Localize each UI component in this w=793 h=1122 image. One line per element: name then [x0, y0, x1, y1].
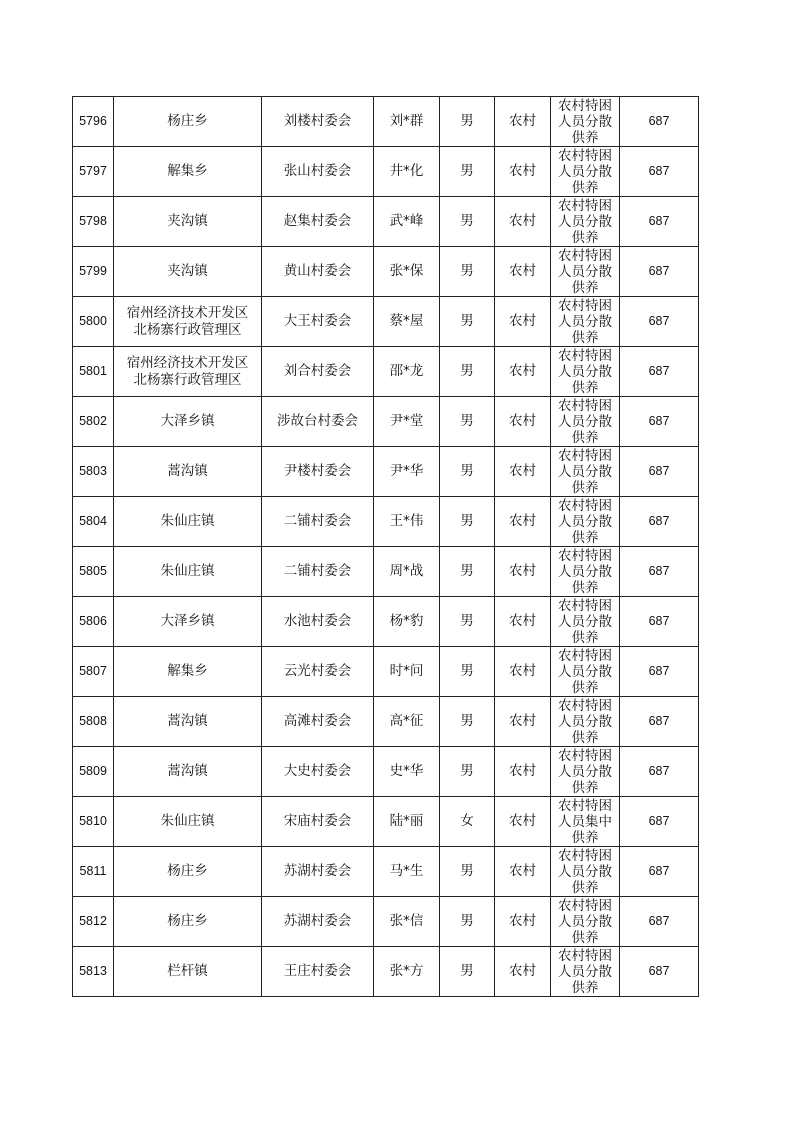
residence-type-cell: 农村	[495, 547, 551, 597]
town-cell: 大泽乡镇	[114, 397, 262, 447]
village-committee-cell: 涉故台村委会	[262, 397, 374, 447]
town-cell: 蒿沟镇	[114, 697, 262, 747]
residence-type-cell: 农村	[495, 147, 551, 197]
amount-cell: 687	[620, 97, 699, 147]
row-number-cell: 5811	[73, 847, 114, 897]
support-type-text: 农村特困人员分散供养	[558, 248, 612, 296]
row-number-cell: 5810	[73, 797, 114, 847]
support-type-cell	[551, 697, 620, 747]
table-row	[73, 547, 699, 597]
village-committee-cell: 刘合村委会	[262, 347, 374, 397]
support-type-text: 农村特困人员分散供养	[558, 198, 612, 246]
table-row	[73, 297, 699, 347]
village-committee-cell: 苏湖村委会	[262, 847, 374, 897]
gender-cell: 男	[440, 697, 495, 747]
person-name-cell: 张*信	[374, 897, 440, 947]
row-number-cell: 5802	[73, 397, 114, 447]
support-type-cell	[551, 547, 620, 597]
table-row	[73, 497, 699, 547]
town-line: 宿州经济技术开发区	[126, 304, 249, 321]
gender-cell: 男	[440, 297, 495, 347]
village-committee-cell: 苏湖村委会	[262, 897, 374, 947]
residence-type-cell: 农村	[495, 197, 551, 247]
gender-cell: 男	[440, 147, 495, 197]
support-type-cell	[551, 947, 620, 997]
residence-type-cell: 农村	[495, 447, 551, 497]
amount-cell: 687	[620, 547, 699, 597]
village-committee-cell: 黄山村委会	[262, 247, 374, 297]
village-committee-cell: 大王村委会	[262, 297, 374, 347]
row-number-cell: 5808	[73, 697, 114, 747]
table-row	[73, 147, 699, 197]
support-type-text: 农村特困人员分散供养	[558, 848, 612, 896]
gender-cell: 男	[440, 197, 495, 247]
residence-type-cell: 农村	[495, 697, 551, 747]
support-type-text: 农村特困人员分散供养	[558, 548, 612, 596]
table-row	[73, 647, 699, 697]
residence-type-cell: 农村	[495, 797, 551, 847]
amount-cell: 687	[620, 447, 699, 497]
amount-cell: 687	[620, 247, 699, 297]
support-type-cell	[551, 97, 620, 147]
amount-cell: 687	[620, 297, 699, 347]
table-row	[73, 197, 699, 247]
town-cell	[114, 297, 262, 347]
residence-type-cell: 农村	[495, 297, 551, 347]
gender-cell: 男	[440, 847, 495, 897]
gender-cell: 男	[440, 747, 495, 797]
relief-roster-table	[72, 96, 699, 997]
support-type-cell	[551, 247, 620, 297]
row-number-cell: 5801	[73, 347, 114, 397]
gender-cell: 男	[440, 97, 495, 147]
amount-cell: 687	[620, 897, 699, 947]
support-type-text: 农村特困人员分散供养	[558, 148, 612, 196]
town-cell: 杨庄乡	[114, 97, 262, 147]
person-name-cell: 陆*丽	[374, 797, 440, 847]
row-number-cell: 5813	[73, 947, 114, 997]
village-committee-cell: 尹楼村委会	[262, 447, 374, 497]
person-name-cell: 张*保	[374, 247, 440, 297]
person-name-cell: 史*华	[374, 747, 440, 797]
row-number-cell: 5809	[73, 747, 114, 797]
amount-cell: 687	[620, 347, 699, 397]
support-type-cell	[551, 597, 620, 647]
table-row	[73, 97, 699, 147]
amount-cell: 687	[620, 497, 699, 547]
person-name-cell: 蔡*屋	[374, 297, 440, 347]
table-row	[73, 897, 699, 947]
support-type-cell	[551, 147, 620, 197]
table-row	[73, 397, 699, 447]
gender-cell: 男	[440, 447, 495, 497]
support-type-cell	[551, 897, 620, 947]
table-row	[73, 347, 699, 397]
person-name-cell: 井*化	[374, 147, 440, 197]
residence-type-cell: 农村	[495, 397, 551, 447]
support-type-text: 农村特困人员分散供养	[558, 98, 612, 146]
table-row	[73, 447, 699, 497]
village-committee-cell: 二铺村委会	[262, 497, 374, 547]
gender-cell: 男	[440, 347, 495, 397]
residence-type-cell: 农村	[495, 97, 551, 147]
support-type-cell	[551, 347, 620, 397]
residence-type-cell: 农村	[495, 847, 551, 897]
support-type-cell	[551, 647, 620, 697]
town-cell: 解集乡	[114, 147, 262, 197]
support-type-text: 农村特困人员分散供养	[558, 898, 612, 946]
amount-cell: 687	[620, 147, 699, 197]
person-name-cell: 邵*龙	[374, 347, 440, 397]
table-row	[73, 697, 699, 747]
residence-type-cell: 农村	[495, 497, 551, 547]
village-committee-cell: 高滩村委会	[262, 697, 374, 747]
row-number-cell: 5812	[73, 897, 114, 947]
person-name-cell: 杨*豹	[374, 597, 440, 647]
table-body	[73, 97, 699, 997]
table-row	[73, 597, 699, 647]
support-type-text: 农村特困人员分散供养	[558, 598, 612, 646]
support-type-text: 农村特困人员集中供养	[558, 798, 612, 846]
amount-cell: 687	[620, 597, 699, 647]
support-type-cell	[551, 497, 620, 547]
village-committee-cell: 二铺村委会	[262, 547, 374, 597]
village-committee-cell: 宋庙村委会	[262, 797, 374, 847]
table-row	[73, 747, 699, 797]
gender-cell: 男	[440, 947, 495, 997]
row-number-cell: 5797	[73, 147, 114, 197]
amount-cell: 687	[620, 847, 699, 897]
amount-cell: 687	[620, 647, 699, 697]
table-row	[73, 247, 699, 297]
table-row	[73, 847, 699, 897]
person-name-cell: 时*问	[374, 647, 440, 697]
town-cell: 栏杆镇	[114, 947, 262, 997]
gender-cell: 男	[440, 897, 495, 947]
town-cell: 夹沟镇	[114, 197, 262, 247]
town-cell: 杨庄乡	[114, 897, 262, 947]
village-committee-cell: 张山村委会	[262, 147, 374, 197]
row-number-cell: 5805	[73, 547, 114, 597]
residence-type-cell: 农村	[495, 597, 551, 647]
gender-cell: 男	[440, 597, 495, 647]
residence-type-cell: 农村	[495, 647, 551, 697]
support-type-cell	[551, 847, 620, 897]
town-cell	[114, 347, 262, 397]
amount-cell: 687	[620, 947, 699, 997]
town-cell: 朱仙庄镇	[114, 797, 262, 847]
town-cell: 朱仙庄镇	[114, 497, 262, 547]
support-type-cell	[551, 447, 620, 497]
support-type-text: 农村特困人员分散供养	[558, 698, 612, 746]
town-line: 北杨寨行政管理区	[133, 371, 242, 388]
person-name-cell: 刘*群	[374, 97, 440, 147]
gender-cell: 男	[440, 647, 495, 697]
support-type-cell	[551, 797, 620, 847]
person-name-cell: 尹*华	[374, 447, 440, 497]
town-cell: 杨庄乡	[114, 847, 262, 897]
residence-type-cell: 农村	[495, 247, 551, 297]
amount-cell: 687	[620, 747, 699, 797]
person-name-cell: 尹*堂	[374, 397, 440, 447]
support-type-text: 农村特困人员分散供养	[558, 748, 612, 796]
village-committee-cell: 刘楼村委会	[262, 97, 374, 147]
row-number-cell: 5806	[73, 597, 114, 647]
row-number-cell: 5807	[73, 647, 114, 697]
row-number-cell: 5799	[73, 247, 114, 297]
town-cell: 朱仙庄镇	[114, 547, 262, 597]
support-type-text: 农村特困人员分散供养	[558, 448, 612, 496]
residence-type-cell: 农村	[495, 747, 551, 797]
gender-cell: 男	[440, 247, 495, 297]
support-type-cell	[551, 197, 620, 247]
row-number-cell: 5804	[73, 497, 114, 547]
town-cell: 解集乡	[114, 647, 262, 697]
support-type-cell	[551, 397, 620, 447]
village-committee-cell: 赵集村委会	[262, 197, 374, 247]
support-type-text: 农村特困人员分散供养	[558, 398, 612, 446]
person-name-cell: 张*方	[374, 947, 440, 997]
support-type-text: 农村特困人员分散供养	[558, 648, 612, 696]
table-row	[73, 947, 699, 997]
gender-cell: 男	[440, 547, 495, 597]
row-number-cell: 5798	[73, 197, 114, 247]
support-type-cell	[551, 747, 620, 797]
person-name-cell: 武*峰	[374, 197, 440, 247]
amount-cell: 687	[620, 397, 699, 447]
support-type-cell	[551, 297, 620, 347]
person-name-cell: 马*生	[374, 847, 440, 897]
village-committee-cell: 水池村委会	[262, 597, 374, 647]
gender-cell: 男	[440, 497, 495, 547]
person-name-cell: 王*伟	[374, 497, 440, 547]
person-name-cell: 周*战	[374, 547, 440, 597]
residence-type-cell: 农村	[495, 947, 551, 997]
row-number-cell: 5800	[73, 297, 114, 347]
table-row	[73, 797, 699, 847]
village-committee-cell: 云光村委会	[262, 647, 374, 697]
support-type-text: 农村特困人员分散供养	[558, 498, 612, 546]
gender-cell: 男	[440, 397, 495, 447]
residence-type-cell: 农村	[495, 897, 551, 947]
town-cell: 夹沟镇	[114, 247, 262, 297]
gender-cell: 女	[440, 797, 495, 847]
support-type-text: 农村特困人员分散供养	[558, 948, 612, 996]
town-line: 北杨寨行政管理区	[133, 321, 242, 338]
town-cell: 蒿沟镇	[114, 447, 262, 497]
town-cell: 蒿沟镇	[114, 747, 262, 797]
village-committee-cell: 大史村委会	[262, 747, 374, 797]
row-number-cell: 5803	[73, 447, 114, 497]
town-line: 宿州经济技术开发区	[126, 354, 249, 371]
row-number-cell: 5796	[73, 97, 114, 147]
amount-cell: 687	[620, 197, 699, 247]
person-name-cell: 高*征	[374, 697, 440, 747]
support-type-text: 农村特困人员分散供养	[558, 348, 612, 396]
amount-cell: 687	[620, 697, 699, 747]
residence-type-cell: 农村	[495, 347, 551, 397]
village-committee-cell: 王庄村委会	[262, 947, 374, 997]
amount-cell: 687	[620, 797, 699, 847]
support-type-text: 农村特困人员分散供养	[558, 298, 612, 346]
town-cell: 大泽乡镇	[114, 597, 262, 647]
